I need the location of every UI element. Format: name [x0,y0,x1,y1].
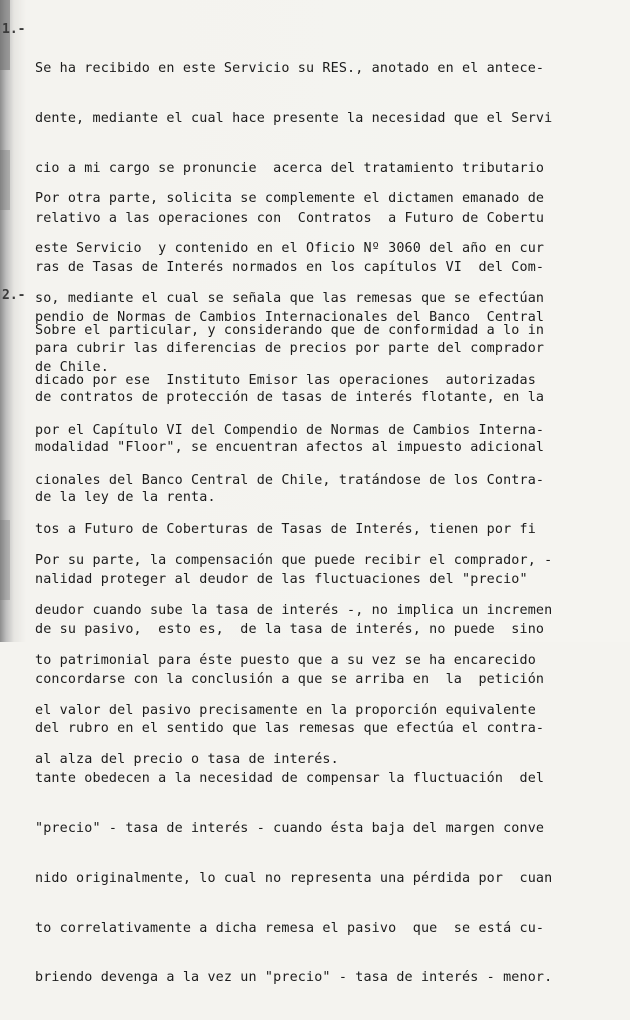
text-line: para cubrir las diferencias de precios por parte del comprador [35,340,545,356]
section-number-2: 2.- [2,288,26,303]
text-line: de su pasivo, esto es, de la tasa de interés, no puede sino [35,621,545,637]
text-line: cio a mi cargo se pronuncie acerca del tratamiento tributario [35,160,545,176]
text-line: Por su parte, la compensación que puede recibir el comprador, - [35,553,553,569]
text-line: concordarse con la conclusión a que se arriba en la petición [35,671,545,687]
text-line: tante obedecen a la necesidad de compensar la fluctuación del [35,771,545,787]
text-line: pendio de Normas de Cambios Internacionales del Banco Central [35,310,545,326]
text-line: al alza del precio o tasa de interés. [35,752,339,768]
text-line: tos a Futuro de Coberturas de Tasas de Interés, tienen por fi [35,522,536,538]
text-line: del rubro en el sentido que las remesas que efectúa el contra- [35,721,545,737]
text-line: to correlativamente a dicha remesa el pasivo que se está cu- [35,920,545,936]
text-line: briendo devenga a la vez un "precio" - tasa de interés - menor. [35,970,553,986]
text-line: el valor del pasivo precisamente en la proporción equivalente [35,702,536,718]
text-line: de la ley de la renta. [35,489,216,505]
section-number-1: 1.- [2,22,26,37]
text-line: de Chile. [35,359,109,375]
text-line: so, mediante el cual se señala que las remesas que se efectúan [35,290,545,306]
text-line: deudor cuando sube la tasa de interés -, no implica un incremen [35,602,553,618]
text-line: Se ha recibido en este Servicio su RES., anotado en el antece- [35,61,545,77]
text-line: Sobre el particular, y considerando que de conformidad a lo in [35,323,545,339]
text-line: de contratos de protección de tasas de interés flotante, en la [35,390,545,406]
text-line: cionales del Banco Central de Chile, tratándose de los Contra- [35,472,545,488]
text-line: to patrimonial para éste puesto que a su vez se ha encarecido [35,652,536,668]
text-line: "precio" - tasa de interés - cuando ésta baja del margen conve [35,821,545,836]
text-line: ras de Tasas de Interés normados en los capítulos VI del Com- [35,260,545,276]
binding-shadow-low [0,520,10,600]
text-line: por el Capítulo VI del Compendio de Normas de Cambios Interna- [35,422,545,438]
binding-shadow-mid [0,150,10,210]
text-line: Por otra parte, solicita se complemente el dictamen emanado de [35,191,545,207]
text-line: nalidad proteger al deudor de las fluctuaciones del "precio" [35,572,528,588]
text-line: dicado por ese Instituto Emisor las operaciones autorizadas [35,372,536,388]
text-line: dente, mediante el cual hace presente la necesidad que el Servi [35,110,553,126]
text-line: nido originalmente, lo cual no representa una pérdida por cuan [35,870,553,886]
text-line: este Servicio y contenido en el Oficio Nº 3060 del año en cur [35,240,545,256]
text-line: relativo a las operaciones con Contratos a Futuro de Cobertu [35,210,545,226]
paragraph-4 [35,520,615,802]
text-line: modalidad "Floor", se encuentran afectos al impuesto adicional [35,440,545,456]
